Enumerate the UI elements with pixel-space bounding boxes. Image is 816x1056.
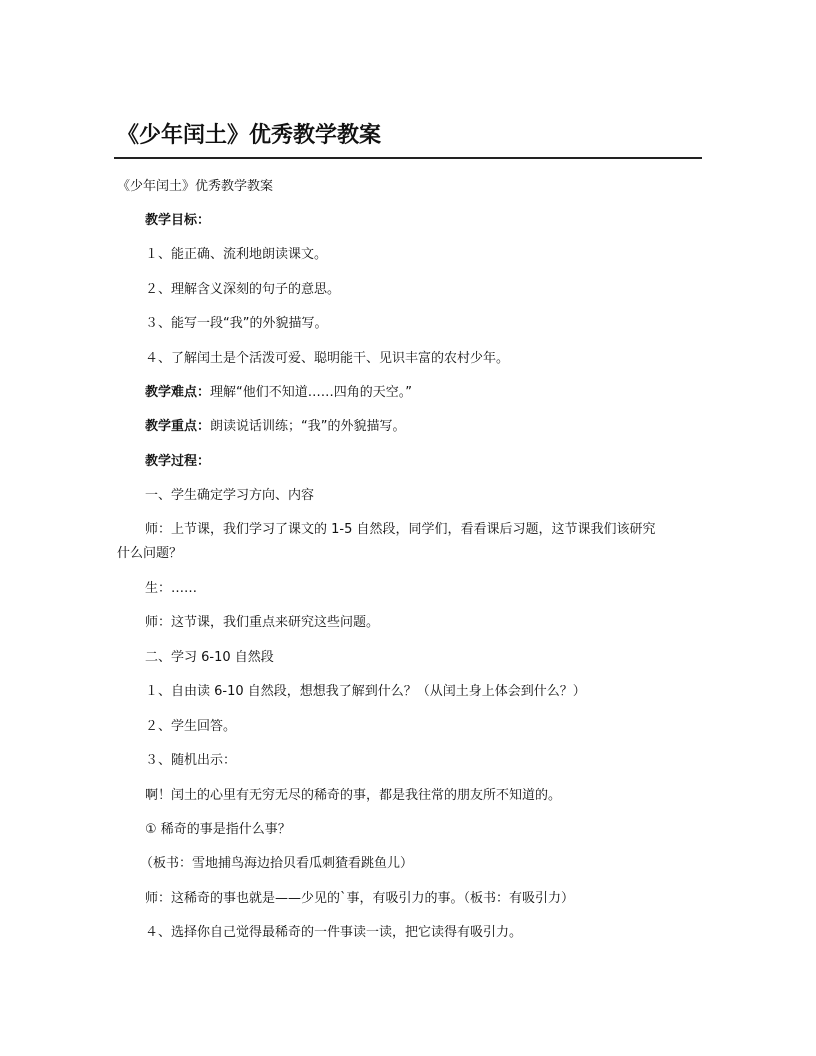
difficulty-label: 教学难点： xyxy=(145,385,211,400)
objective-item: ２、理解含义深刻的句子的意思。 xyxy=(145,282,341,297)
subtitle: 《少年闰土》优秀教学教案 xyxy=(117,179,274,194)
objectives-label: 教学目标： xyxy=(145,213,211,228)
step-item: ３、随机出示： xyxy=(145,753,237,768)
teacher-line: 师：这稀奇的事也就是——少见的`事，有吸引力的事。（板书：有吸引力） xyxy=(145,891,575,906)
process-label: 教学过程： xyxy=(145,454,211,469)
objective-item: ４、了解闰土是个活泼可爱、聪明能干、见识丰富的农村少年。 xyxy=(145,351,510,366)
title-divider xyxy=(114,157,702,159)
section-heading: 二、学习 6-10 自然段 xyxy=(145,650,274,665)
quote-line: 啊！闰土的心里有无穷无尽的稀奇的事，都是我往常的朋友所不知道的。 xyxy=(145,788,562,803)
focus-label: 教学重点： xyxy=(145,419,211,434)
board-note: （板书：雪地捕鸟海边拾贝看瓜刺猹看跳鱼儿） xyxy=(140,856,414,871)
focus-text: 朗读说话训练；“我”的外貌描写。 xyxy=(210,419,406,434)
page-title: 《少年闰土》优秀教学教案 xyxy=(117,123,382,148)
objective-item: ３、能写一段“我”的外貌描写。 xyxy=(145,316,328,331)
difficulty-text: 理解“他们不知道……四角的天空。” xyxy=(210,385,412,400)
student-line: 生：…… xyxy=(145,581,198,596)
teacher-line-continued: 什么问题？ xyxy=(117,546,183,561)
objective-item: １、能正确、流利地朗读课文。 xyxy=(145,247,328,262)
teacher-line: 师：这节课，我们重点来研究这些问题。 xyxy=(145,615,380,630)
teacher-line: 师：上节课，我们学习了课文的 1-5 自然段，同学们，看看课后习题，这节课我们该研究 xyxy=(145,522,656,537)
step-item: １、自由读 6-10 自然段，想想我了解到什么？（从闰土身上体会到什么？） xyxy=(145,684,586,699)
section-heading: 一、学生确定学习方向、内容 xyxy=(145,488,315,503)
step-item: ２、学生回答。 xyxy=(145,719,237,734)
focus-line xyxy=(145,415,406,439)
question-line: ① 稀奇的事是指什么事？ xyxy=(145,822,291,837)
difficulty-line xyxy=(145,381,412,405)
step-item: ４、选择你自己觉得最稀奇的一件事读一读，把它读得有吸引力。 xyxy=(145,925,523,940)
